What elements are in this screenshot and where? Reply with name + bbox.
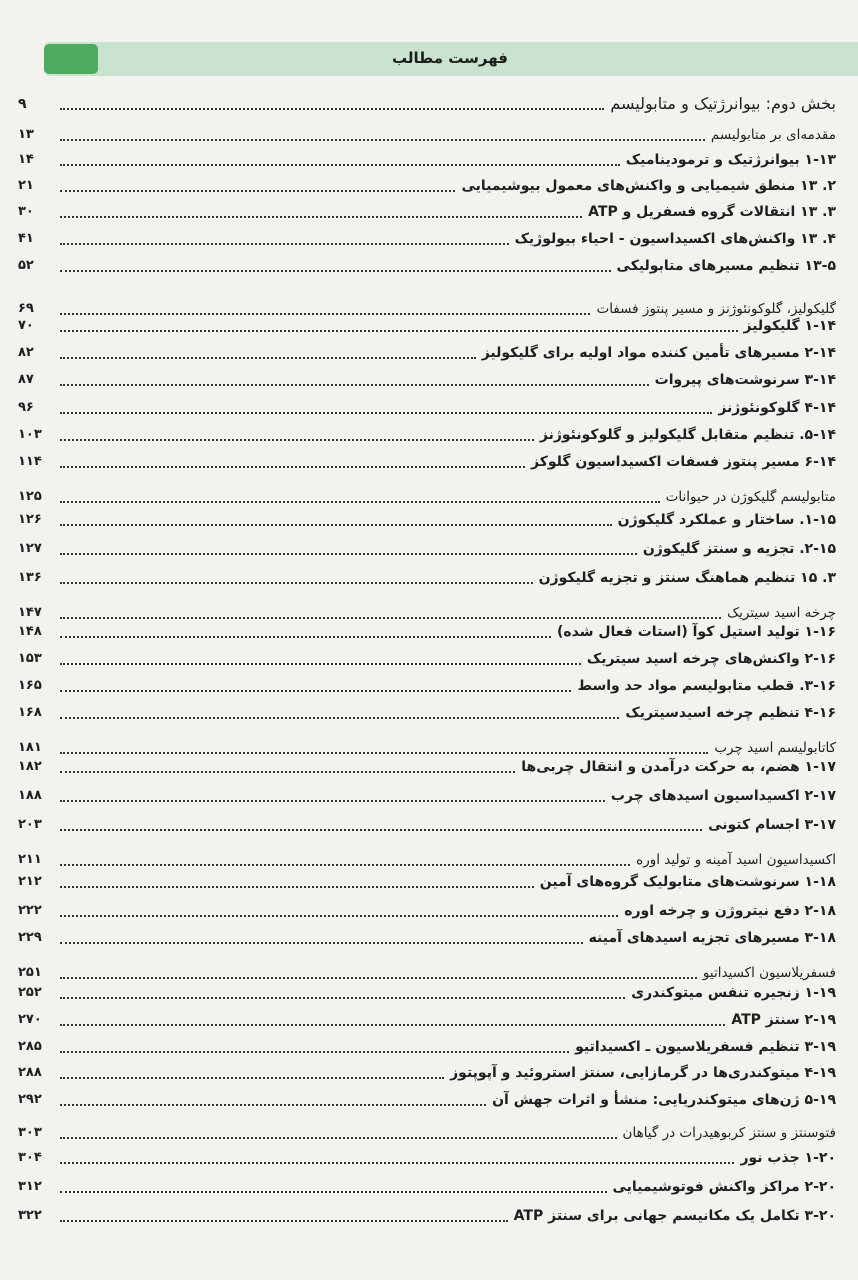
- dot-leader: [60, 357, 476, 359]
- subsection-entry[interactable]: [18, 701, 836, 723]
- subsection-entry[interactable]: [18, 450, 836, 472]
- subsection-entry-page-number: ۲۸۸: [18, 1065, 42, 1080]
- subsection-entry-title: ۲-۱۶ واکنش‌های چرخه اسید سیتریک: [586, 651, 836, 667]
- subsection-entry-page-number: ۷۰: [18, 318, 34, 333]
- dot-leader: [60, 1191, 607, 1193]
- subsection-entry-page-number: ۱۰۳: [18, 427, 42, 442]
- dot-leader: [60, 412, 712, 414]
- subsection-entry-page-number: ۳۱۲: [18, 1179, 42, 1194]
- subsection-entry-page-number: ۲۲۹: [18, 930, 42, 945]
- dot-leader: [60, 690, 571, 692]
- dot-leader: [60, 466, 525, 468]
- dot-leader: [60, 243, 509, 245]
- subsection-entry[interactable]: [18, 813, 836, 835]
- subsection-entry[interactable]: [18, 341, 836, 363]
- chapter-entry-page-number: ۶۹: [18, 301, 34, 316]
- chapter-entry-page-number: ۲۵۱: [18, 965, 42, 980]
- subsection-entry-title: ۱۳-۵ تنظیم مسیرهای متابولیکی: [616, 258, 836, 274]
- dot-leader: [60, 771, 515, 773]
- subsection-entry-title: ۳-۱۶. قطب متابولیسم مواد حد واسط: [577, 678, 836, 694]
- dot-leader: [60, 1162, 734, 1164]
- subsection-entry-page-number: ۲۷۰: [18, 1012, 42, 1027]
- chapter-entry-title: فسفریلاسیون اکسیداتیو: [702, 965, 836, 981]
- dot-leader: [60, 501, 660, 503]
- dot-leader: [60, 439, 534, 441]
- subsection-entry-title: ۱-۱۹ زنجیره تنفس میتوکندری: [631, 985, 836, 1001]
- dot-leader: [60, 1137, 617, 1139]
- dot-leader: [60, 717, 619, 719]
- subsection-entry[interactable]: [18, 1204, 836, 1226]
- subsection-entry[interactable]: [18, 981, 836, 1003]
- subsection-entry[interactable]: [18, 1088, 836, 1110]
- subsection-entry[interactable]: [18, 755, 836, 777]
- subsection-entry[interactable]: [18, 148, 836, 170]
- subsection-entry-title: ۵-۱۴. تنظیم متقابل گلیکولیز و گلوکونئوژنز: [539, 427, 836, 443]
- subsection-entry-page-number: ۱۴: [18, 152, 34, 167]
- chapter-entry-title: چرخه اسید سیتریک: [727, 605, 836, 621]
- chapter-entry-title: گلیکولیز، گلوکونئوژنز و مسیر پنتوز فسفات: [596, 301, 836, 317]
- subsection-entry[interactable]: [18, 899, 836, 921]
- part-heading-page-number: ۹: [18, 96, 27, 112]
- subsection-entry[interactable]: [18, 784, 836, 806]
- subsection-entry[interactable]: [18, 1035, 836, 1057]
- subsection-entry[interactable]: [18, 423, 836, 445]
- chapter-entry-page-number: ۱۴۷: [18, 605, 42, 620]
- subsection-entry[interactable]: [18, 254, 836, 276]
- dot-leader: [60, 1051, 569, 1053]
- dot-leader: [60, 190, 455, 192]
- subsection-entry-page-number: ۳۰: [18, 204, 34, 219]
- chapter-entry-title: مقدمه‌ای بر متابولیسم: [710, 127, 836, 143]
- subsection-entry-page-number: ۲۸۵: [18, 1039, 42, 1054]
- subsection-entry-page-number: ۳۰۴: [18, 1150, 42, 1165]
- dot-leader: [60, 977, 697, 979]
- subsection-entry-page-number: ۲۱: [18, 178, 34, 193]
- subsection-entry-page-number: ۹۶: [18, 400, 34, 415]
- dot-leader: [60, 617, 721, 619]
- dot-leader: [60, 216, 582, 218]
- dot-leader: [60, 1104, 486, 1106]
- dot-leader: [60, 864, 630, 866]
- subsection-entry-page-number: ۴۱: [18, 231, 34, 246]
- subsection-entry-page-number: ۲۹۲: [18, 1092, 42, 1107]
- subsection-entry[interactable]: [18, 870, 836, 892]
- subsection-entry-title: ۱-۱۸ سرنوشت‌های متابولیک گروه‌های آمین: [539, 874, 836, 890]
- subsection-entry-page-number: ۱۴۸: [18, 624, 42, 639]
- subsection-entry-title: ۲-۱۷ اکسیداسیون اسیدهای چرب: [610, 788, 836, 804]
- subsection-entry[interactable]: [18, 647, 836, 669]
- subsection-entry[interactable]: [18, 1008, 836, 1030]
- subsection-entry-page-number: ۸۷: [18, 372, 34, 387]
- subsection-entry[interactable]: [18, 508, 836, 530]
- subsection-entry-title: ۲-۲۰ مراکز واکنش فوتوشیمیایی: [612, 1179, 836, 1195]
- part-heading-title: بخش دوم: بیوانرژتیک و متابولیسم: [610, 94, 836, 113]
- subsection-entry[interactable]: [18, 537, 836, 559]
- subsection-entry-title: ۳-۱۴ سرنوشت‌های پیروات: [654, 372, 836, 388]
- subsection-entry[interactable]: [18, 1175, 836, 1197]
- subsection-entry[interactable]: [18, 1146, 836, 1168]
- dot-leader: [60, 582, 533, 584]
- subsection-entry-title: ۱-۱۷ هضم، به حرکت درآمدن و انتقال چربی‌ها: [521, 759, 836, 775]
- chapter-entry[interactable]: [18, 1121, 836, 1143]
- subsection-entry-title: ۲. ۱۳ منطق شیمیایی و واکنش‌های معمول بیوشیمیایی: [461, 178, 836, 194]
- subsection-entry-title: ۵-۱۹ ژن‌های میتوکندریایی: منشأ و اثرات جهش آن: [492, 1092, 836, 1108]
- subsection-entry-title: ۱-۱۶ تولید استیل کوآ (استات فعال شده): [557, 624, 836, 640]
- dot-leader: [60, 139, 705, 141]
- subsection-entry-title: ۳-۱۹ تنظیم فسفریلاسیون ـ اکسیداتیو: [575, 1039, 836, 1055]
- header-tab-marker: [44, 44, 98, 74]
- dot-leader: [60, 553, 637, 555]
- dot-leader: [60, 330, 738, 332]
- subsection-entry-title: ۳. ۱۵ تنظیم هماهنگ سنتز و تجزیه گلیکوژن: [538, 570, 836, 586]
- subsection-entry-page-number: ۸۲: [18, 345, 34, 360]
- subsection-entry-page-number: ۱۸۸: [18, 788, 42, 803]
- dot-leader: [60, 270, 611, 272]
- dot-leader: [60, 997, 625, 999]
- subsection-entry-page-number: ۱۵۳: [18, 651, 42, 666]
- subsection-entry[interactable]: [18, 566, 836, 588]
- dot-leader: [60, 108, 604, 110]
- chapter-entry-page-number: ۱۳: [18, 127, 34, 142]
- chapter-entry[interactable]: [18, 123, 836, 145]
- subsection-entry-title: ۴-۱۶ تنظیم چرخه اسیدسیتریک: [625, 705, 836, 721]
- subsection-entry[interactable]: [18, 314, 836, 336]
- subsection-entry-title: ۳-۲۰ تکامل یک مکانیسم جهانی برای سنتز ATP: [513, 1208, 836, 1224]
- subsection-entry[interactable]: [18, 200, 836, 222]
- subsection-entry[interactable]: [18, 926, 836, 948]
- subsection-entry[interactable]: [18, 396, 836, 418]
- subsection-entry-page-number: ۳۲۲: [18, 1208, 42, 1223]
- subsection-entry-title: ۲-۱۸ دفع نیتروژن و چرخه اوره: [624, 903, 836, 919]
- page-title: فهرست مطالب: [392, 49, 508, 67]
- dot-leader: [60, 164, 620, 166]
- chapter-entry-title: متابولیسم گلیکوژن در حیوانات: [665, 489, 836, 505]
- chapter-entry-title: فتوسنتز و سنتز کربوهیدرات در گیاهان: [622, 1125, 836, 1141]
- subsection-entry-title: ۲-۱۵. تجزیه و سنتز گلیکوژن: [642, 541, 836, 557]
- dot-leader: [60, 1220, 508, 1222]
- dot-leader: [60, 752, 708, 754]
- dot-leader: [60, 636, 551, 638]
- chapter-entry[interactable]: [18, 848, 836, 870]
- subsection-entry-page-number: ۱۳۶: [18, 570, 42, 585]
- subsection-entry-title: ۳-۱۷ اجسام کتونی: [708, 817, 836, 833]
- subsection-entry-title: ۱-۱۵. ساختار و عملکرد گلیکوژن: [617, 512, 836, 528]
- dot-leader: [60, 942, 583, 944]
- subsection-entry-page-number: ۲۰۳: [18, 817, 42, 832]
- dot-leader: [60, 915, 618, 917]
- subsection-entry-page-number: ۱۱۴: [18, 454, 42, 469]
- chapter-entry[interactable]: [18, 961, 836, 983]
- subsection-entry-title: ۴-۱۴ گلوکونئوژنز: [718, 400, 836, 416]
- subsection-entry[interactable]: [18, 174, 836, 196]
- subsection-entry-title: ۴. ۱۳ واکنش‌های اکسیداسیون - احیاء بیولوژیک: [514, 231, 836, 247]
- subsection-entry-page-number: ۲۵۲: [18, 985, 42, 1000]
- dot-leader: [60, 800, 605, 802]
- subsection-entry-page-number: ۱۶۵: [18, 678, 42, 693]
- dot-leader: [60, 384, 649, 386]
- subsection-entry-page-number: ۱۲۶: [18, 512, 42, 527]
- chapter-entry-title: اکسیداسیون اسید آمینه و تولید اوره: [636, 852, 836, 868]
- dot-leader: [60, 524, 612, 526]
- dot-leader: [60, 829, 702, 831]
- chapter-entry-title: کاتابولیسم اسید چرب: [714, 740, 836, 756]
- subsection-entry-title: ۳. ۱۳ انتقالات گروه فسفریل و ATP: [588, 204, 836, 220]
- subsection-entry-title: ۱-۲۰ جذب نور: [740, 1150, 836, 1166]
- subsection-entry[interactable]: [18, 674, 836, 696]
- subsection-entry[interactable]: [18, 1061, 836, 1083]
- subsection-entry-title: ۲-۱۴ مسیرهای تأمین کننده مواد اولیه برای گلیکولیز: [481, 345, 836, 361]
- dot-leader: [60, 1024, 725, 1026]
- subsection-entry-title: ۶-۱۴ مسیر پنتوز فسفات اکسیداسیون گلوکز: [531, 454, 836, 470]
- subsection-entry-page-number: ۵۲: [18, 258, 34, 273]
- subsection-entry[interactable]: [18, 227, 836, 249]
- subsection-entry-title: ۱-۱۴ گلیکولیز: [743, 318, 836, 334]
- chapter-entry-page-number: ۱۸۱: [18, 740, 42, 755]
- subsection-entry-title: ۱-۱۳ بیوانرژتیک و ترمودینامیک: [625, 152, 836, 168]
- dot-leader: [60, 663, 581, 665]
- dot-leader: [60, 886, 534, 888]
- subsection-entry-page-number: ۱۸۲: [18, 759, 42, 774]
- part-heading[interactable]: [18, 92, 836, 114]
- chapter-entry[interactable]: [18, 485, 836, 507]
- chapter-entry-page-number: ۱۲۵: [18, 489, 42, 504]
- subsection-entry[interactable]: [18, 620, 836, 642]
- chapter-entry-page-number: ۲۱۱: [18, 852, 42, 867]
- subsection-entry-title: ۳-۱۸ مسیرهای تجزیه اسیدهای آمینه: [588, 930, 836, 946]
- subsection-entry-title: ۴-۱۹ میتوکندری‌ها در گرمازایی، سنتز استروئید و آپوپتوز: [450, 1065, 836, 1081]
- subsection-entry-page-number: ۱۶۸: [18, 705, 42, 720]
- subsection-entry-page-number: ۱۲۷: [18, 541, 42, 556]
- subsection-entry[interactable]: [18, 368, 836, 390]
- subsection-entry-title: ۲-۱۹ سنتز ATP: [731, 1012, 836, 1028]
- dot-leader: [60, 1077, 444, 1079]
- chapter-entry-page-number: ۳۰۳: [18, 1125, 42, 1140]
- subsection-entry-page-number: ۲۲۲: [18, 903, 42, 918]
- subsection-entry-page-number: ۲۱۲: [18, 874, 42, 889]
